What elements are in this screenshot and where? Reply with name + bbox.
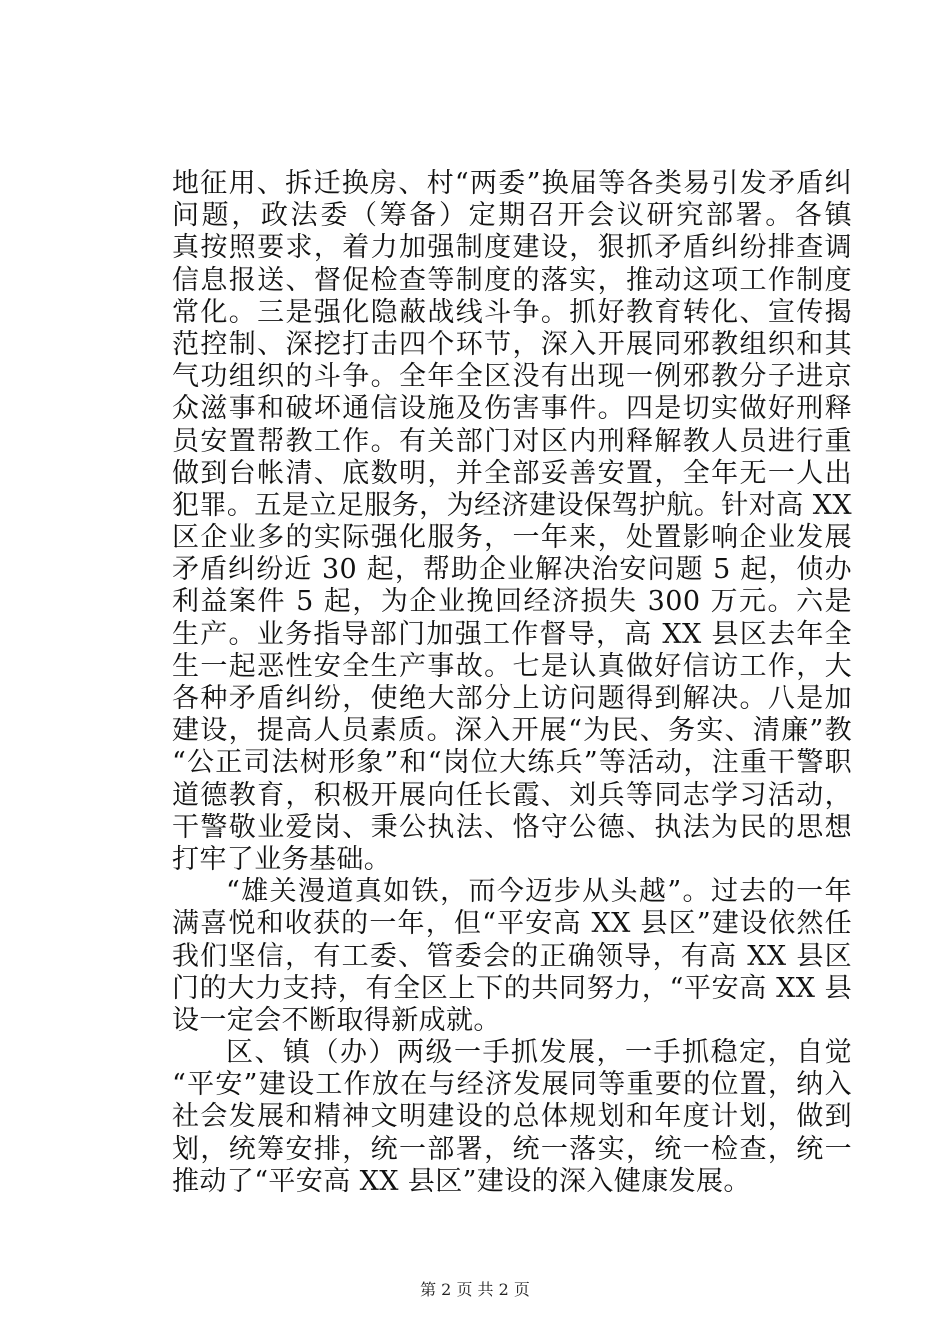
text-line: 设一定会不断取得新成就。 — [172, 1004, 501, 1036]
text-line: 做到台帐清、底数明，并全部妥善安置，全年无一人出 — [172, 457, 852, 489]
text-line: 地征用、拆迁换房、村“两委”换届等各类易引发矛盾纠 — [172, 168, 852, 199]
text-line: 区企业多的实际强化服务，一年来，处置影响企业发展 — [172, 522, 852, 554]
text-line: 推动了“平安高 XX 县区”建设的深入健康发展。 — [172, 1165, 751, 1197]
text-line: “公正司法树形象”和“岗位大练兵”等活动，注重干警职 — [172, 747, 852, 779]
text-line: 范控制、深挖打击四个环节，深入开展同邪教组织和其 — [172, 328, 852, 360]
paragraph — [172, 168, 852, 876]
text-line: 员安置帮教工作。有关部门对区内刑释解教人员进行重 — [172, 425, 852, 457]
paragraph — [172, 876, 852, 1037]
text-line: 建设，提高人员素质。深入开展“为民、务实、清廉”教 — [172, 715, 852, 747]
text-line: 干警敬业爱岗、秉公执法、恪守公德、执法为民的思想 — [172, 811, 852, 843]
text-line: 道德教育，积极开展向任长霞、刘兵等同志学习活动， — [172, 779, 852, 811]
text-line: 矛盾纠纷近 30 起，帮助企业解决治安问题 5 起，侦办 — [172, 554, 852, 586]
text-line: 利益案件 5 起，为企业挽回经济损失 300 万元。六是 — [172, 586, 852, 618]
text-line: 社会发展和精神文明建设的总体规划和年度计划，做到 — [172, 1101, 852, 1133]
text-line: 门的大力支持，有全区上下的共同努力，“平安高 XX 县 — [172, 972, 852, 1004]
body-text — [172, 168, 852, 1198]
page-number-footer: 第 2 页 共 2 页 — [420, 1280, 530, 1299]
text-line: 真按照要求，着力加强制度建设，狠抓矛盾纠纷排查调 — [172, 232, 852, 264]
text-line: 区、镇（办）两级一手抓发展，一手抓稳定，自觉 — [226, 1037, 852, 1069]
paragraph — [172, 1037, 852, 1198]
text-line: 气功组织的斗争。全年全区没有出现一例邪教分子进京 — [172, 361, 852, 393]
text-line: 生一起恶性安全生产事故。七是认真做好信访工作，大 — [172, 650, 852, 682]
text-line: “平安”建设工作放在与经济发展同等重要的位置，纳入 — [172, 1069, 852, 1101]
text-line: 划，统筹安排，统一部署，统一落实，统一检查，统一 — [172, 1133, 852, 1165]
text-line: 各种矛盾纠纷，使绝大部分上访问题得到解决。八是加 — [172, 683, 852, 714]
text-line: 我们坚信，有工委、管委会的正确领导，有高 XX 县区 — [172, 940, 852, 972]
text-line: 问题，政法委（筹备）定期召开会议研究部署。各镇 — [172, 200, 852, 232]
text-line: 生产。业务指导部门加强工作督导，高 XX 县区去年全 — [172, 618, 852, 650]
text-line: “雄关漫道真如铁，而今迈步从头越”。过去的一年 — [226, 876, 852, 908]
text-line: 众滋事和破坏通信设施及伤害事件。四是切实做好刑释 — [172, 393, 852, 425]
text-line: 犯罪。五是立足服务，为经济建设保驾护航。针对高 XX — [172, 489, 852, 521]
text-line: 信息报送、督促检查等制度的落实，推动这项工作制度 — [172, 264, 852, 296]
text-line: 满喜悦和收获的一年，但“平安高 XX 县区”建设依然任 — [172, 908, 852, 940]
text-line: 常化。三是强化隐蔽战线斗争。抓好教育转化、宣传揭 — [172, 296, 852, 328]
text-line: 打牢了业务基础。 — [172, 843, 392, 875]
